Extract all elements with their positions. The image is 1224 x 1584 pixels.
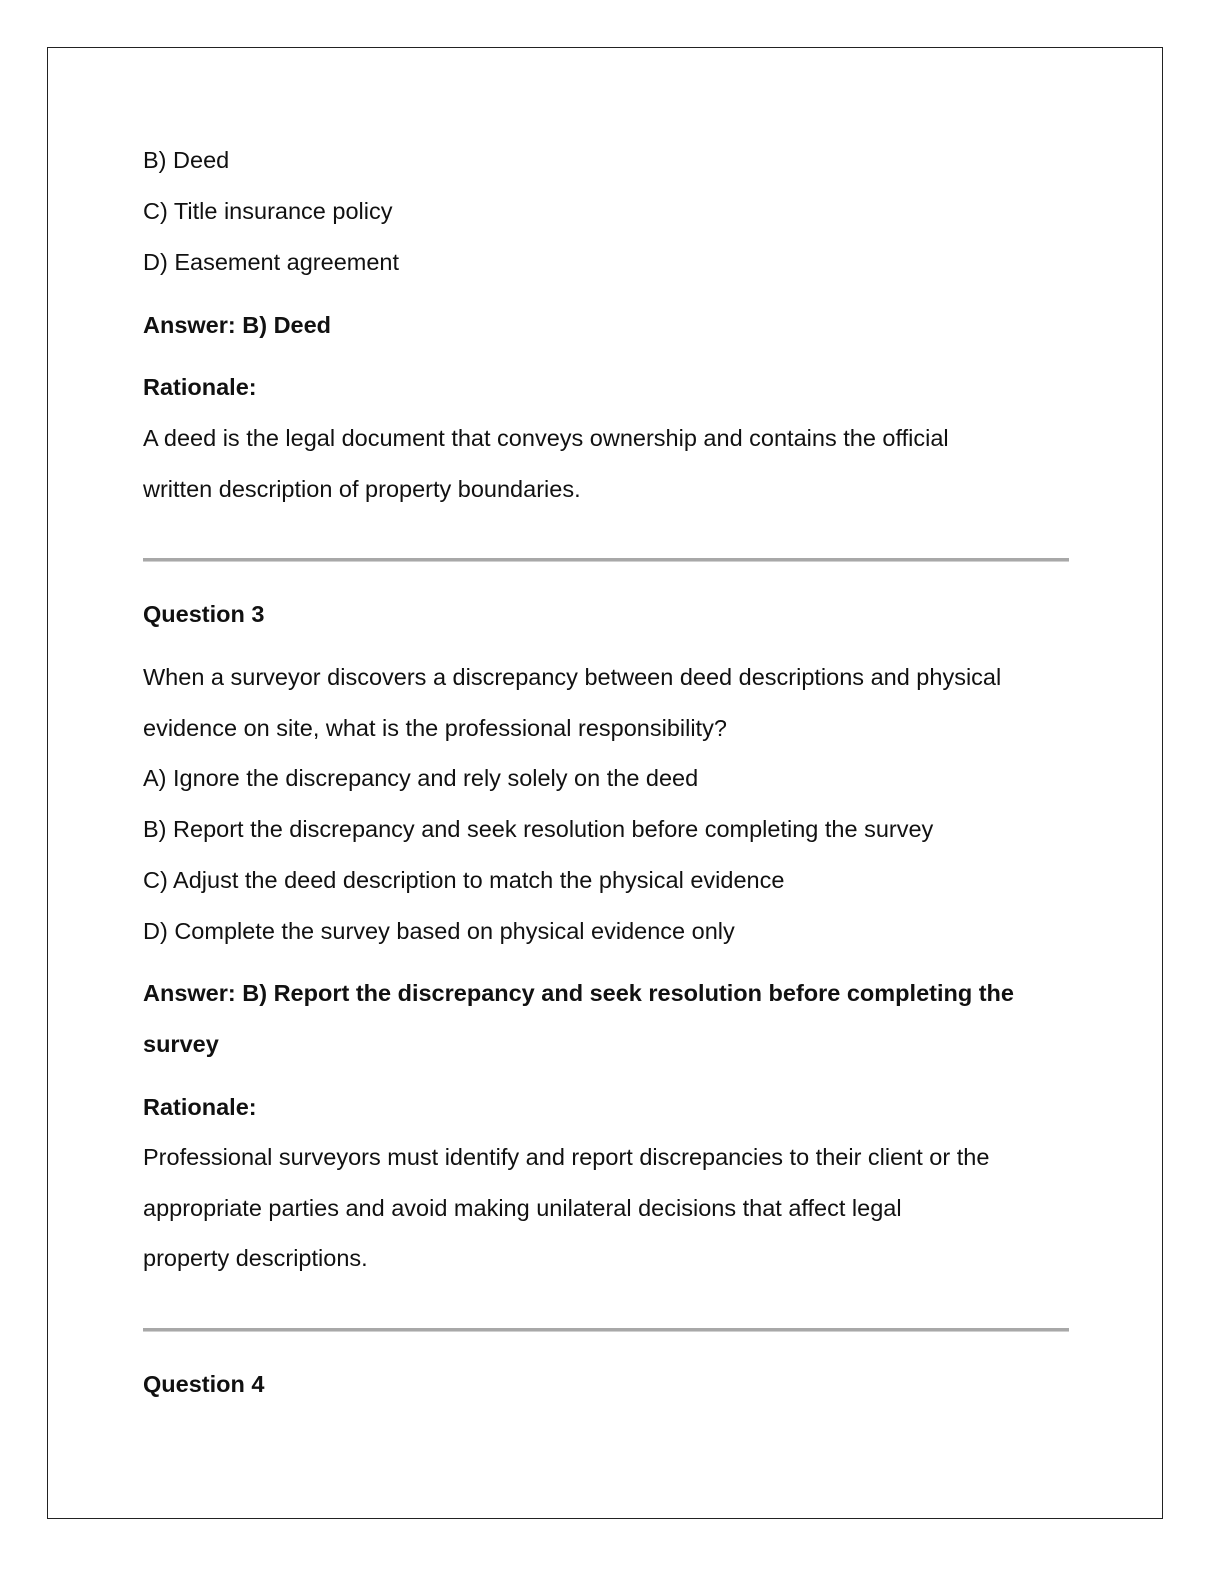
q2-rationale-line-2: written description of property boundaries. — [143, 476, 581, 502]
q3-answer-line-2: survey — [143, 1031, 219, 1057]
q2-option-b: B) Deed — [143, 147, 230, 173]
q2-answer: Answer: B) Deed — [143, 312, 332, 338]
q3-question-line-1: When a surveyor discovers a discrepancy between deed descriptions and physical — [143, 664, 1002, 690]
q3-rationale-label: Rationale: — [143, 1094, 257, 1120]
q2-rationale-line-1: A deed is the legal document that conveys ownership and contains the official — [143, 425, 949, 451]
q3-rationale-line-2: appropriate parties and avoid making unilateral decisions that affect legal — [143, 1195, 902, 1221]
q3-heading: Question 3 — [143, 601, 265, 627]
q3-option-d: D) Complete the survey based on physical evidence only — [143, 918, 735, 944]
q3-option-b: B) Report the discrepancy and seek resolution before completing the survey — [143, 816, 934, 842]
q4-heading: Question 4 — [143, 1371, 265, 1397]
q3-answer-line-1: Answer: B) Report the discrepancy and seek resolution before completing the — [143, 980, 1014, 1006]
q3-question-line-2: evidence on site, what is the professional responsibility? — [143, 715, 727, 741]
section-divider — [143, 558, 1069, 562]
q3-option-c: C) Adjust the deed description to match the physical evidence — [143, 867, 785, 893]
q2-rationale-label: Rationale: — [143, 374, 257, 400]
q3-option-a: A) Ignore the discrepancy and rely solely on the deed — [143, 765, 699, 791]
q3-rationale-line-1: Professional surveyors must identify and report discrepancies to their client or the — [143, 1144, 990, 1170]
q2-option-d: D) Easement agreement — [143, 249, 400, 275]
q2-option-c: C) Title insurance policy — [143, 198, 393, 224]
section-divider — [143, 1328, 1069, 1332]
q3-rationale-line-3: property descriptions. — [143, 1245, 368, 1271]
